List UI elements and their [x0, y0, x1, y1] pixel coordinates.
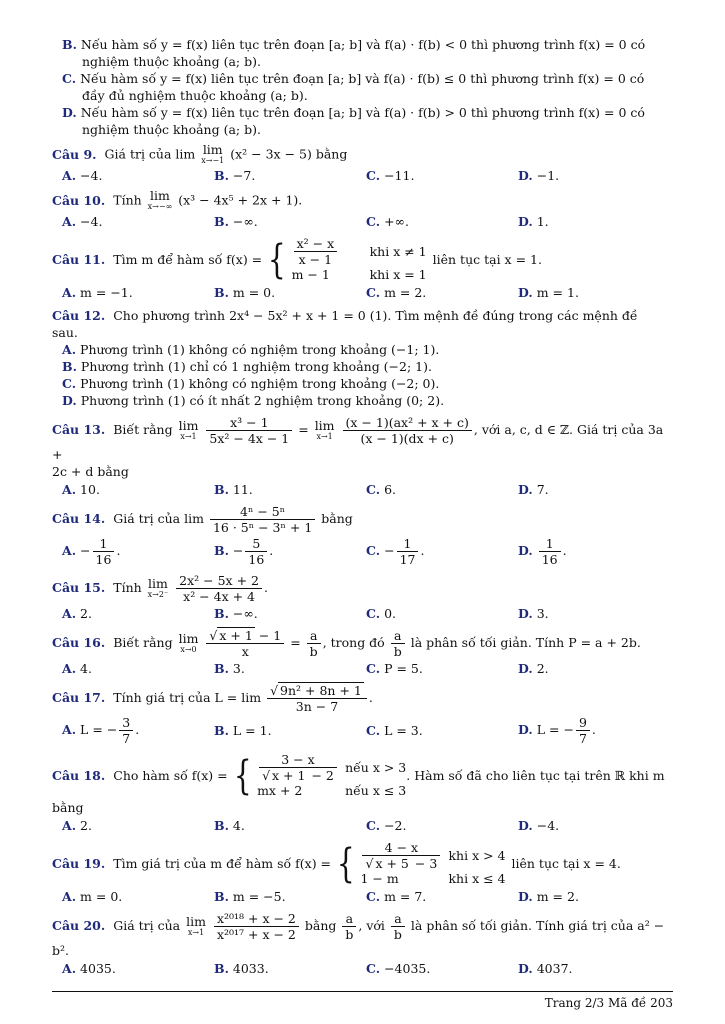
- limit: lim x→−∞: [147, 188, 173, 211]
- question-11: Câu 11. Tìm m để hàm số f(x) = { $\frac{\text{x² − x}}{x - 1}$ khi x ≠ 1 m − 1 khi x = 1 liên tục tại x = 1.: [52, 236, 542, 283]
- piecewise: { $\frac{\text{x² − x}}{x - 1}$ khi x ≠ 1 m − 1 khi x = 1: [267, 236, 427, 283]
- answer-12-b: B. Phương trình (1) chỉ có 1 nghiệm trong khoảng (−2; 1).: [62, 359, 432, 374]
- answer-12-d: D. Phương trình (1) có ít nhất 2 nghiệm trong khoảng (0; 2).: [62, 393, 445, 408]
- option-b-cont: nghiệm thuộc khoảng (a; b).: [82, 54, 261, 69]
- answer-12-a: A. Phương trình (1) không có nghiệm trong khoảng (−1; 1).: [62, 342, 440, 357]
- option-c: C. Nếu hàm số y = f(x) liên tục trên đoạn [a; b] và f(a) · f(b) ≤ 0 thì phương trình f(x) = 0 có: [62, 71, 645, 86]
- option-b: B. Nếu hàm số y = f(x) liên tục trên đoạn [a; b] và f(a) · f(b) < 0 thì phương trình f(x) = 0 có: [62, 37, 646, 52]
- piecewise: { $\frac{4 - x}{√ x + 5 - 3}$ khi x > 4 1 − m khi x ≤ 4: [336, 840, 506, 887]
- question-9: Câu 9. Giá trị của lim lim x→−1 (x² − 3x − 5) bằng: [52, 142, 348, 165]
- question-17: Câu 17. Tính giá trị của L = lim $\frac{\text{√ 9n² + 8n + 1}}{3n - 7}$ .: [52, 683, 373, 714]
- answers-20: A. 4035. B. 4033. C. −4035. D. 4037.: [62, 961, 573, 976]
- question-18: Câu 18. Cho hàm số f(x) = { $\frac{3 - x}{√ x + 1 - 2}$ nếu x > 3 mx + 2 nếu x ≤ 3 . Hàm số đã cho liên tục tại trên ℝ khi m: [52, 752, 665, 799]
- footer-divider: [52, 991, 673, 992]
- answer-12-c: C. Phương trình (1) không có nghiệm trong khoảng (−2; 0).: [62, 376, 440, 391]
- question-19: Câu 19. Tìm giá trị của m để hàm số f(x) = { $\frac{4 - x}{√ x + 5 - 3}$ khi x > 4 1 − m khi x ≤ 4 liên tục tại x = 4.: [52, 840, 621, 887]
- answers-16: A. 4. B. 3. C. P = 5. D. 2.: [62, 661, 549, 676]
- option-d-cont: nghiệm thuộc khoảng (a; b).: [82, 122, 261, 137]
- question-16: Câu 16. Biết rằng lim x→0 $\frac{√ x + 1 - 1}{x}$ = $\frac{a}{b}$ , trong đó $\frac{a}{b}$ là phân số tối giản. Tính P = a + 2b.: [52, 628, 641, 659]
- question-18-cont: bằng: [52, 800, 84, 815]
- question-15: Câu 15. Tính lim x→2⁻ $\frac{\text{2x² − 5x + 2}}{\text{x² − 4x + 4}}$ .: [52, 573, 268, 604]
- answers-9: A. −4. B. −7. C. −11. D. −1.: [62, 168, 560, 183]
- answers-10: A. −4. B. −∞. C. +∞. D. 1.: [62, 214, 549, 229]
- question-20: Câu 20. Giá trị của lim x→1 $\frac{\text{x²⁰¹⁸ + x − 2}}{\text{x²⁰¹⁷ + x − 2}}$ bằng $\frac{a}{b}$ , với $\frac{a}{b}$ là phân số tối giản. Tính giá trị của a² − b².: [52, 911, 665, 958]
- question-14: Câu 14. Giá trị của lim $\frac{\text{4ⁿ − 5ⁿ}}{\text{16 · 5ⁿ − 3ⁿ + 1}}$ bằng: [52, 504, 353, 535]
- page-footer: Trang 2/3 Mã đề 203: [544, 996, 673, 1010]
- piecewise: { $\frac{3 - x}{√ x + 1 - 2}$ nếu x > 3 mx + 2 nếu x ≤ 3: [233, 752, 407, 799]
- answers-19: A. m = 0. B. m = −5. C. m = 7. D. m = 2.: [62, 889, 579, 904]
- answers-17: A. L = − $\frac{3}{7}$ . B. L = 1. C. L = 3. D. L = − $\frac{9}{7}$ .: [62, 715, 596, 746]
- answers-15: A. 2. B. −∞. C. 0. D. 3.: [62, 606, 549, 621]
- answers-11: A. m = −1. B. m = 0. C. m = 2. D. m = 1.: [62, 285, 579, 300]
- intro-options: [52, 36, 673, 138]
- answers-18: A. 2. B. 4. C. −2. D. −4.: [62, 818, 560, 833]
- answers-14: A. − $\frac{1}{16}$ . B. − $\frac{5}{16}$ . C. − $\frac{1}{17}$ . D. $\frac{1}{16}$ .: [62, 536, 567, 567]
- question-13: Câu 13. Biết rằng lim x→1 $\frac{\text{x³ − 1}}{\text{5x² − 4x − 1}}$ = lim x→1 $\frac{\text{(x − 1)(ax² + x + c)}}{(x - 1)(dx + c)}$ , với a, c, d ∈ ℤ. Giá trị của 3a + 2c + d bằng: [52, 415, 664, 479]
- question-10: Câu 10. Tính lim x→−∞ (x³ − 4x⁵ + 2x + 1).: [52, 188, 303, 211]
- limit: lim x→−1: [201, 142, 225, 165]
- answers-13: A. 10. B. 11. C. 6. D. 7.: [62, 482, 549, 497]
- question-12: Câu 12. Cho phương trình 2x⁴ − 5x² + x + 1 = 0 (1). Tìm mệnh đề đúng trong các mệnh đề sau.: [52, 308, 638, 340]
- option-c-cont: đầy đủ nghiệm thuộc khoảng (a; b).: [82, 88, 308, 103]
- option-d: D. Nếu hàm số y = f(x) liên tục trên đoạn [a; b] và f(a) · f(b) > 0 thì phương trình f(x) = 0 có: [62, 105, 645, 120]
